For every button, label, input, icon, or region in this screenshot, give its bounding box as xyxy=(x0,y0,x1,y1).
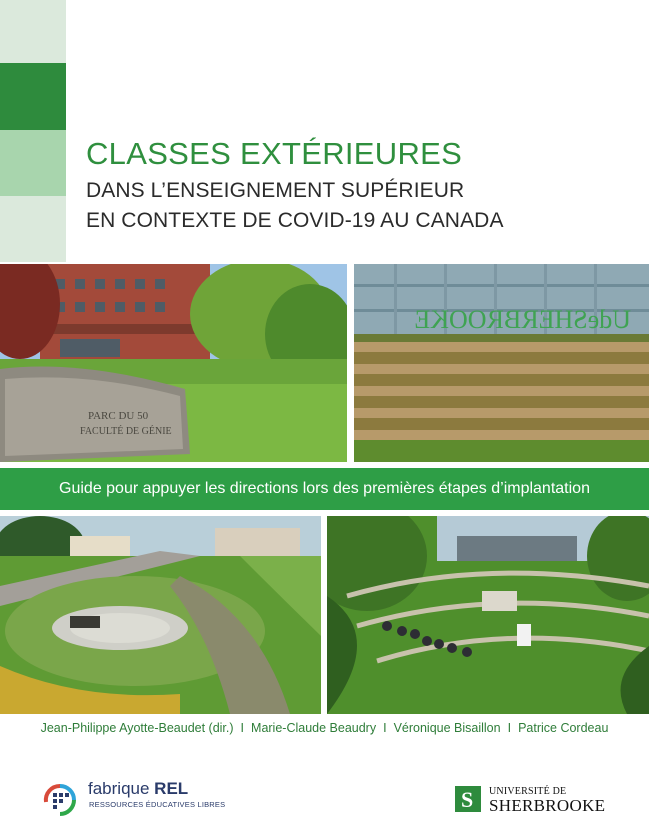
stone-inscription-1: PARC DU 50 xyxy=(88,410,149,422)
stripe-light-green xyxy=(0,130,66,196)
author-3: Véronique Bisaillon xyxy=(393,721,501,735)
guide-banner-text: Guide pour appuyer les directions lors des premières étapes d’implantation xyxy=(59,480,590,497)
udes-emblem-icon xyxy=(455,786,481,812)
author-separator: I xyxy=(240,721,245,735)
photo-sherbrooke-sign xyxy=(354,264,649,462)
udes-line-1: UNIVERSITÉ DE xyxy=(489,786,567,797)
author-separator: I xyxy=(507,721,512,735)
sign-lettering: UdeSHERBROOKE xyxy=(414,305,631,334)
photo-amphitheater-class xyxy=(327,516,649,714)
stone-inscription-2: FACULTÉ DE GÉNIE xyxy=(80,426,172,437)
photo-campus-stone xyxy=(0,264,347,462)
author-separator: I xyxy=(383,721,387,735)
stripe-pale-top xyxy=(0,0,66,63)
cover-subtitle-line-2: EN CONTEXTE DE COVID-19 AU CANADA xyxy=(86,209,504,232)
author-2: Marie-Claude Beaudry xyxy=(251,721,377,735)
svg-text:S: S xyxy=(461,787,474,812)
guide-banner xyxy=(0,468,649,510)
photo-garden-circle xyxy=(0,516,321,714)
fabrique-rel-tagline: RESSOURCES ÉDUCATIVES LIBRES xyxy=(89,800,226,809)
fabrique-rel-icon xyxy=(40,780,80,820)
author-4: Patrice Cordeau xyxy=(518,721,609,735)
author-1: Jean-Philippe Ayotte-Beaudet (dir.) xyxy=(40,721,234,735)
stripe-pale-bottom xyxy=(0,196,66,262)
stripe-dark-green xyxy=(0,63,66,130)
fabrique-rel-name: fabrique REL xyxy=(88,779,189,798)
cover-title: CLASSES EXTÉRIEURES xyxy=(86,136,463,171)
universite-sherbrooke-logo xyxy=(455,786,615,816)
cover-subtitle-line-1: DANS L’ENSEIGNEMENT SUPÉRIEUR xyxy=(86,179,465,202)
authors-line xyxy=(0,721,649,735)
udes-line-2: SHERBROOKE xyxy=(489,796,606,815)
fabrique-rel-logo xyxy=(40,777,230,821)
